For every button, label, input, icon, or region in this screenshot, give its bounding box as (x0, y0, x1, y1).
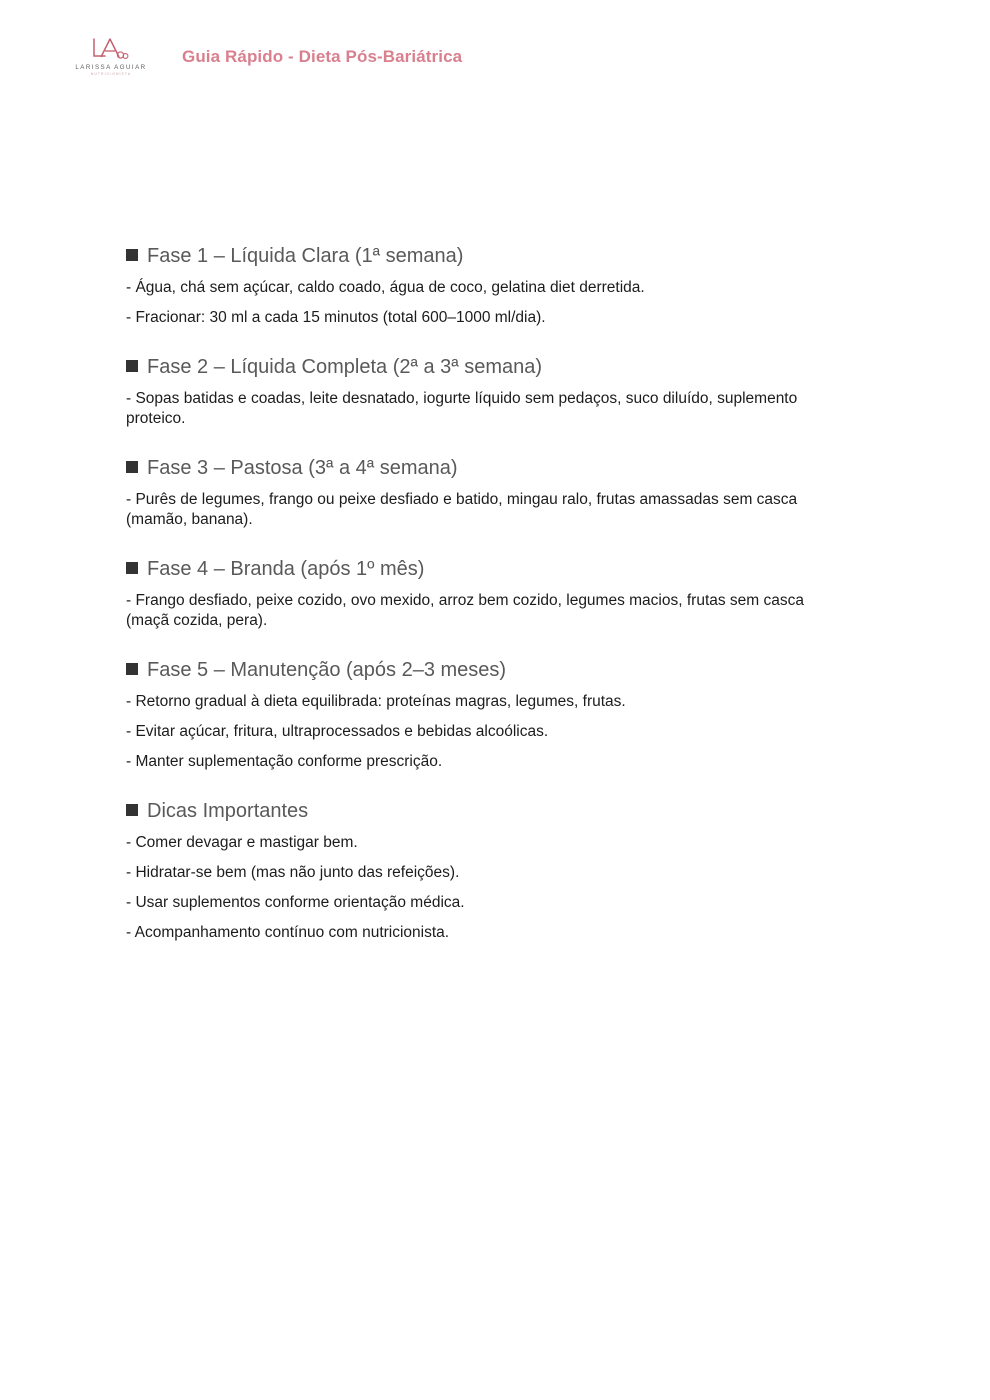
section-heading-label: Dicas Importantes (147, 800, 309, 822)
section-line: - Manter suplementação conforme prescrição. (126, 753, 443, 770)
section-heading (126, 455, 836, 481)
section-line-list (126, 278, 836, 328)
section-fase-2 (126, 354, 836, 429)
section-fase-1 (126, 243, 836, 328)
section-line: - Comer devagar e mastigar bem. (126, 834, 358, 851)
section-line: - Usar suplementos conforme orientação médica. (126, 894, 465, 911)
square-bullet-icon (126, 360, 138, 372)
section-line-list (126, 591, 836, 631)
section-line-list (126, 389, 836, 429)
section-line: - Acompanhamento contínuo com nutricionista. (126, 924, 450, 941)
section-heading (126, 243, 836, 269)
brand-logo (66, 20, 156, 92)
section-line-list (126, 833, 836, 943)
section-heading-label: Fase 3 – Pastosa (3ª a 4ª semana) (147, 457, 458, 479)
section-fase-4 (126, 556, 836, 631)
section-line: - Fracionar: 30 ml a cada 15 minutos (total 600–1000 ml/dia). (126, 309, 546, 326)
square-bullet-icon (126, 562, 138, 574)
section-line: - Hidratar-se bem (mas não junto das refeições). (126, 864, 460, 881)
logo-subwordmark: NUTRICIONISTA (90, 72, 132, 76)
page-title: Guia Rápido - Dieta Pós-Bariátrica (182, 47, 463, 66)
section-heading (126, 556, 836, 582)
section-heading (126, 657, 836, 683)
square-bullet-icon (126, 461, 138, 473)
section-heading-label: Fase 4 – Branda (após 1º mês) (147, 558, 425, 580)
logo-wordmark: LARISSA AGUIAR (75, 64, 147, 71)
section-heading-label: Fase 5 – Manutenção (após 2–3 meses) (147, 659, 507, 681)
section-line: - Sopas batidas e coadas, leite desnatado, iogurte líquido sem pedaços, suco diluído, suplemento proteico. (126, 390, 798, 427)
section-line: - Frango desfiado, peixe cozido, ovo mexido, arroz bem cozido, legumes macios, frutas sem casca (maçã cozida, pera). (126, 592, 805, 629)
section-heading-label: Fase 1 – Líquida Clara (1ª semana) (147, 245, 464, 267)
document-content (126, 243, 836, 943)
section-heading (126, 798, 836, 824)
la-monogram-icon (88, 36, 134, 62)
section-line: - Purês de legumes, frango ou peixe desfiado e batido, mingau ralo, frutas amassadas sem casca (mamão, banana). (126, 491, 798, 528)
section-fase-5 (126, 657, 836, 772)
section-heading-label: Fase 2 – Líquida Completa (2ª a 3ª semana) (147, 356, 543, 378)
section-heading (126, 354, 836, 380)
page-header (0, 0, 990, 108)
square-bullet-icon (126, 663, 138, 675)
section-line-list (126, 490, 836, 530)
section-line: - Evitar açúcar, fritura, ultraprocessados e bebidas alcoólicas. (126, 723, 549, 740)
section-fase-3 (126, 455, 836, 530)
square-bullet-icon (126, 249, 138, 261)
section-line: - Retorno gradual à dieta equilibrada: proteínas magras, legumes, frutas. (126, 693, 626, 710)
square-bullet-icon (126, 804, 138, 816)
section-dicas-importantes (126, 798, 836, 943)
section-line: - Água, chá sem açúcar, caldo coado, água de coco, gelatina diet derretida. (126, 279, 645, 296)
section-line-list (126, 692, 836, 772)
